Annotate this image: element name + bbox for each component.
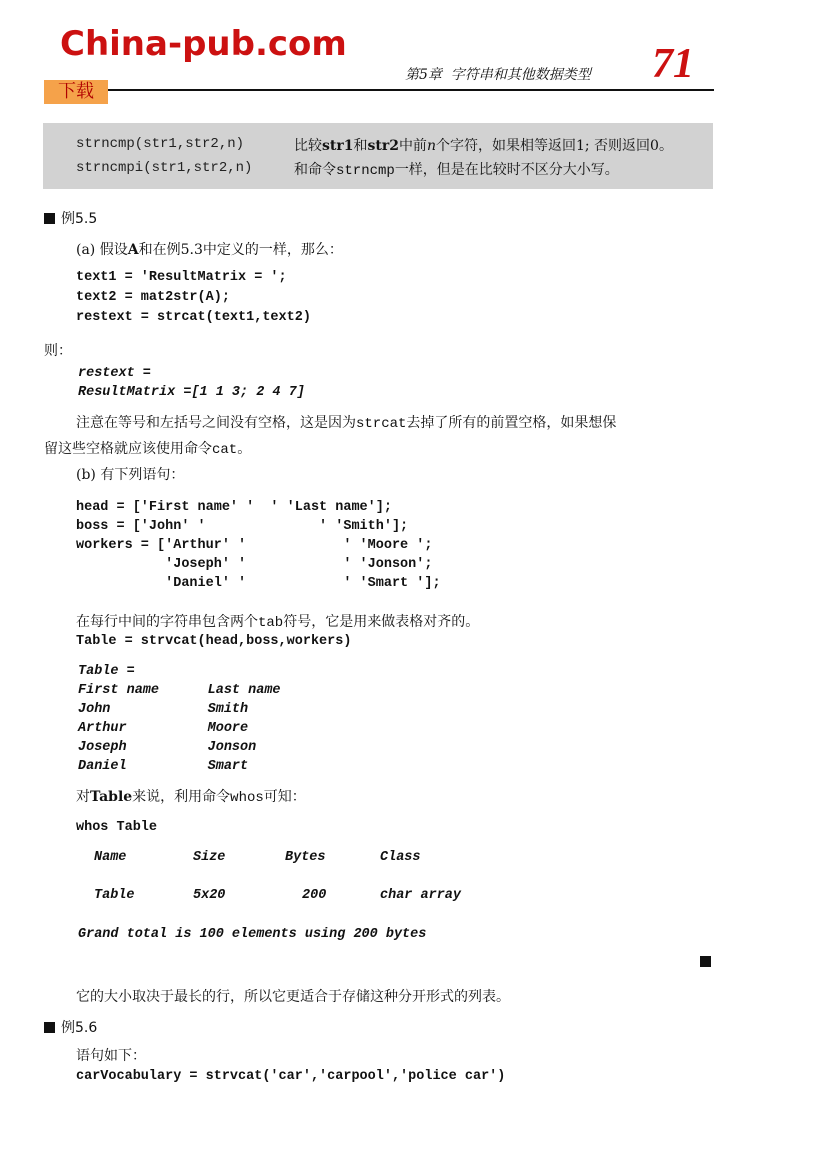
code-line: restext = strcat(text1,text2) bbox=[76, 310, 311, 325]
code-line: head = ['First name' ' ' 'Last name']; bbox=[76, 500, 392, 515]
tab-note: 在每行中间的字符串包含两个tab符号，它是用来做表格对齐的。 bbox=[76, 614, 480, 631]
whos-row-class: char array bbox=[380, 888, 462, 903]
whos-note: 对Table来说，利用命令whos可知： bbox=[76, 789, 306, 806]
example-b-intro: (b) 有下列语句： bbox=[76, 467, 185, 483]
whos-row-bytes: 200 bbox=[302, 888, 327, 903]
func-code-strncmpi: strncmpi(str1,str2,n) bbox=[76, 160, 253, 176]
code-line: workers = ['Arthur' ' ' 'Moore '; bbox=[76, 538, 433, 553]
example-5-6-intro: 语句如下： bbox=[76, 1048, 146, 1064]
square-bullet-icon bbox=[44, 213, 55, 224]
output-line: First name Last name bbox=[78, 683, 281, 698]
output-line: Daniel Smart bbox=[78, 759, 249, 774]
site-logo: China-pub.com bbox=[60, 24, 347, 64]
code-line: 'Daniel' ' ' 'Smart ']; bbox=[76, 576, 441, 591]
code-line: text1 = 'ResultMatrix = '; bbox=[76, 270, 287, 285]
page-number: 71 bbox=[652, 41, 694, 87]
function-table bbox=[43, 123, 713, 189]
example-5-5-heading: 例5.5 bbox=[44, 208, 97, 228]
output-line: ResultMatrix =[1 1 3; 2 4 7] bbox=[78, 385, 305, 400]
code-line: text2 = mat2str(A); bbox=[76, 290, 230, 305]
whos-header-bytes: Bytes bbox=[285, 850, 326, 865]
func-code-strncmp: strncmp(str1,str2,n) bbox=[76, 136, 245, 152]
whos-header-class: Class bbox=[380, 850, 421, 865]
code-line: carVocabulary = strvcat('car','carpool','police car') bbox=[76, 1069, 506, 1084]
output-line: Arthur Moore bbox=[78, 721, 249, 736]
code-line: 'Joseph' ' ' 'Jonson'; bbox=[76, 557, 433, 572]
func-desc-strncmpi: 和命令strncmp一样，但是在比较时不区分大小写。 bbox=[294, 162, 619, 179]
example-a-intro: (a) 假设A和在例5.3中定义的一样，那么： bbox=[76, 242, 343, 258]
func-desc-strncmp: 比较str1和str2中前n个字符，如果相等返回1; 否则返回0。 bbox=[294, 138, 673, 154]
output-line: restext = bbox=[78, 366, 151, 381]
code-line: whos Table bbox=[76, 820, 158, 835]
output-line: Joseph Jonson bbox=[78, 740, 257, 755]
whos-header-name: Name bbox=[94, 850, 127, 865]
square-bullet-icon bbox=[44, 1022, 55, 1033]
note-paragraph-line1: 注意在等号和左括号之间没有空格，这是因为strcat去掉了所有的前置空格，如果想保 bbox=[76, 415, 617, 432]
conclusion-paragraph: 它的大小取决于最长的行，所以它更适合于存储这种分开形式的列表。 bbox=[76, 989, 510, 1005]
header-rule bbox=[108, 89, 714, 91]
end-of-example-icon bbox=[700, 956, 711, 967]
whos-row-size: 5x20 bbox=[193, 888, 226, 903]
note-paragraph-line2: 留这些空格就应该使用命令cat。 bbox=[44, 441, 252, 458]
then-label: 则： bbox=[44, 343, 72, 359]
output-line: Table = bbox=[78, 664, 135, 679]
whos-row-name: Table bbox=[94, 888, 135, 903]
grand-total-line: Grand total is 100 elements using 200 bytes bbox=[78, 927, 427, 942]
output-line: John Smith bbox=[78, 702, 249, 717]
chapter-title: 第5章 字符串和其他数据类型 bbox=[405, 67, 591, 83]
download-badge: 下载 bbox=[44, 80, 108, 104]
code-line: boss = ['John' ' ' 'Smith']; bbox=[76, 519, 409, 534]
whos-header-size: Size bbox=[193, 850, 226, 865]
code-line: Table = strvcat(head,boss,workers) bbox=[76, 634, 352, 649]
example-5-6-heading: 例5.6 bbox=[44, 1017, 97, 1037]
